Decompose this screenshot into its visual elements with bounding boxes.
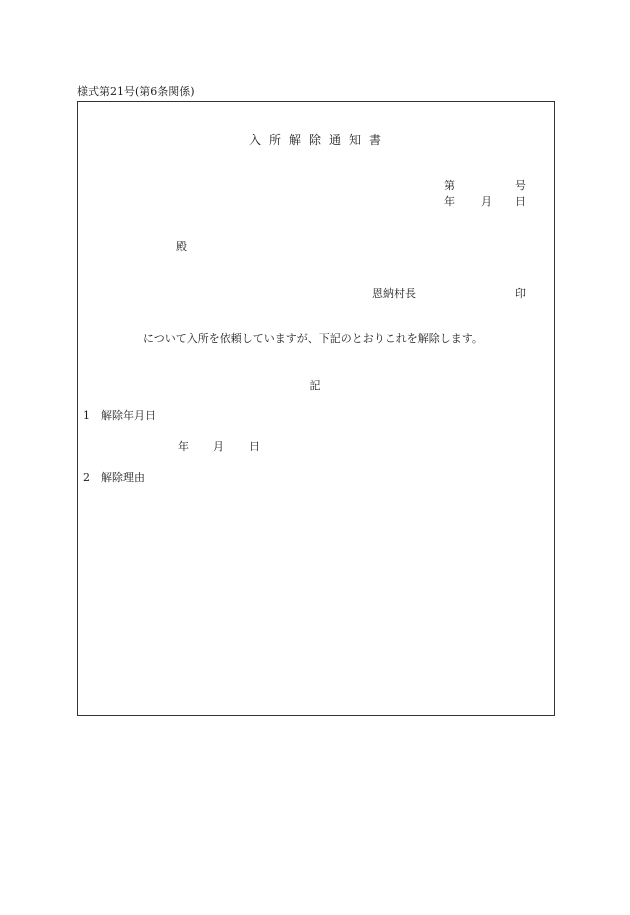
item-number: 1 [83,409,90,422]
item-label: 解除理由 [101,471,145,484]
form-label: 様式第21号(第6条関係) [77,85,195,98]
body-text: について入所を依頼していますが、下記のとおりこれを解除します。 [143,332,483,345]
issue-date-month: 月 [481,195,492,208]
release-date-month: 月 [213,440,224,453]
document-number-suffix: 号 [515,179,526,192]
release-date-year: 年 [178,440,189,453]
document-number-prefix: 第 [444,179,455,192]
document-title: 入所解除通知書 [248,133,389,147]
issue-date-year: 年 [444,195,455,208]
sender-name: 恩納村長 [372,287,416,300]
addressee-honorific: 殿 [176,240,187,253]
ki-heading: 記 [309,379,321,392]
release-date-day: 日 [249,440,260,453]
seal-mark: 印 [515,287,526,300]
item-label: 解除年月日 [101,409,156,422]
item-number: 2 [83,471,90,484]
issue-date-day: 日 [515,195,526,208]
